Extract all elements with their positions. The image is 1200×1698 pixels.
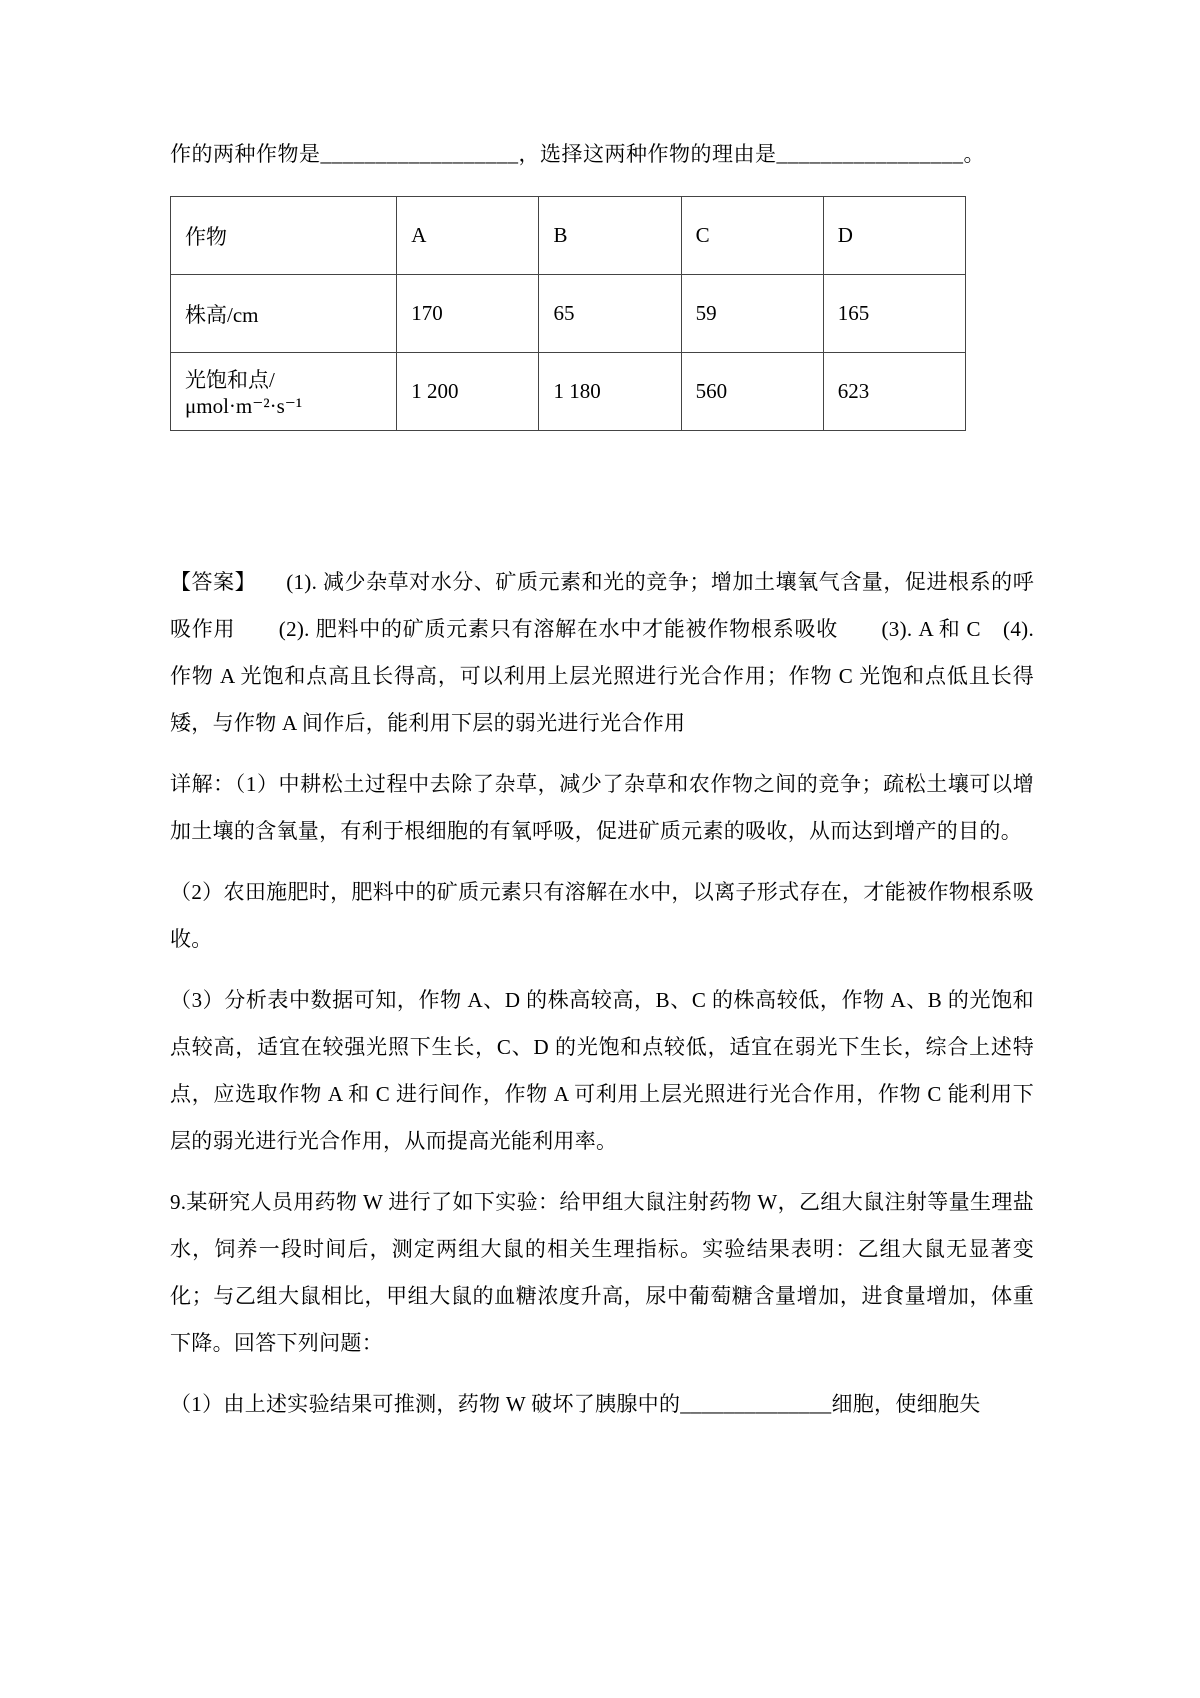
table-cell-light-b: 1 180 bbox=[539, 353, 681, 431]
table-cell-light-label: 光饱和点/μmol·m⁻²·s⁻¹ bbox=[171, 353, 397, 431]
table-cell-crop-header: 作物 bbox=[171, 197, 397, 275]
table-row-header bbox=[171, 197, 966, 275]
table-cell-height-a: 170 bbox=[397, 275, 539, 353]
table-cell-light-a: 1 200 bbox=[397, 353, 539, 431]
answer-paragraph bbox=[170, 559, 1034, 747]
table-cell-crop-c: C bbox=[681, 197, 823, 275]
question9-sub1-line: （1）由上述实验结果可推测，药物 W 破坏了胰腺中的______________细胞，使细胞失 bbox=[170, 1392, 981, 1416]
document-content bbox=[170, 138, 1034, 1428]
question-intro-line: 作的两种作物是__________________，选择这两种作物的理由是_________________。 bbox=[170, 142, 985, 166]
detail-paragraph-3: （3）分析表中数据可知，作物 A、D 的株高较高，B、C 的株高较低，作物 A、B 的光饱和点较高，适宜在较强光照下生长，C、D 的光饱和点较低，适宜在弱光下生长，综合上述特点，应选取作物 A 和 C 进行间作，作物 A 可利用上层光照进行光合作用，作物 C 能利用下层的弱光进行光合作用，从而提高光能利用率。 bbox=[170, 988, 1034, 1153]
detail-paragraph-2: （2）农田施肥时，肥料中的矿质元素只有溶解在水中，以离子形式存在，才能被作物根系吸收。 bbox=[170, 880, 1034, 951]
table-cell-light-d: 623 bbox=[823, 353, 965, 431]
table-cell-height-d: 165 bbox=[823, 275, 965, 353]
table-cell-height-b: 65 bbox=[539, 275, 681, 353]
answer-body: (1). 减少杂草对水分、矿质元素和光的竞争；增加土壤氧气含量，促进根系的呼吸作用 (2). 肥料中的矿质元素只有溶解在水中才能被作物根系吸收 (3). A 和 C (4). 作物 A 光饱和点高且长得高，可以利用上层光照进行光合作用；作物 C 光饱和点低且长得矮，与作物 A 间作后，能利用下层的弱光进行光合作用 bbox=[170, 570, 1034, 735]
table-cell-height-label: 株高/cm bbox=[171, 275, 397, 353]
table-cell-crop-d: D bbox=[823, 197, 965, 275]
table-row-light-saturation bbox=[171, 353, 966, 431]
crop-data-table bbox=[170, 196, 966, 431]
table-cell-height-c: 59 bbox=[681, 275, 823, 353]
detail-paragraph-1: 详解：（1）中耕松土过程中去除了杂草，减少了杂草和农作物之间的竞争；疏松土壤可以增加土壤的含氧量，有利于根细胞的有氧呼吸，促进矿质元素的吸收，从而达到增产的目的。 bbox=[170, 772, 1034, 843]
table-cell-crop-a: A bbox=[397, 197, 539, 275]
answer-label: 【答案】 bbox=[170, 570, 257, 594]
table-cell-light-c: 560 bbox=[681, 353, 823, 431]
question9-paragraph: 9.某研究人员用药物 W 进行了如下实验：给甲组大鼠注射药物 W，乙组大鼠注射等量生理盐水，饲养一段时间后，测定两组大鼠的相关生理指标。实验结果表明：乙组大鼠无显著变化；与乙组大鼠相比，甲组大鼠的血糖浓度升高，尿中葡萄糖含量增加，进食量增加，体重下降。回答下列问题： bbox=[170, 1190, 1034, 1355]
table-row-height bbox=[171, 275, 966, 353]
table-cell-crop-b: B bbox=[539, 197, 681, 275]
